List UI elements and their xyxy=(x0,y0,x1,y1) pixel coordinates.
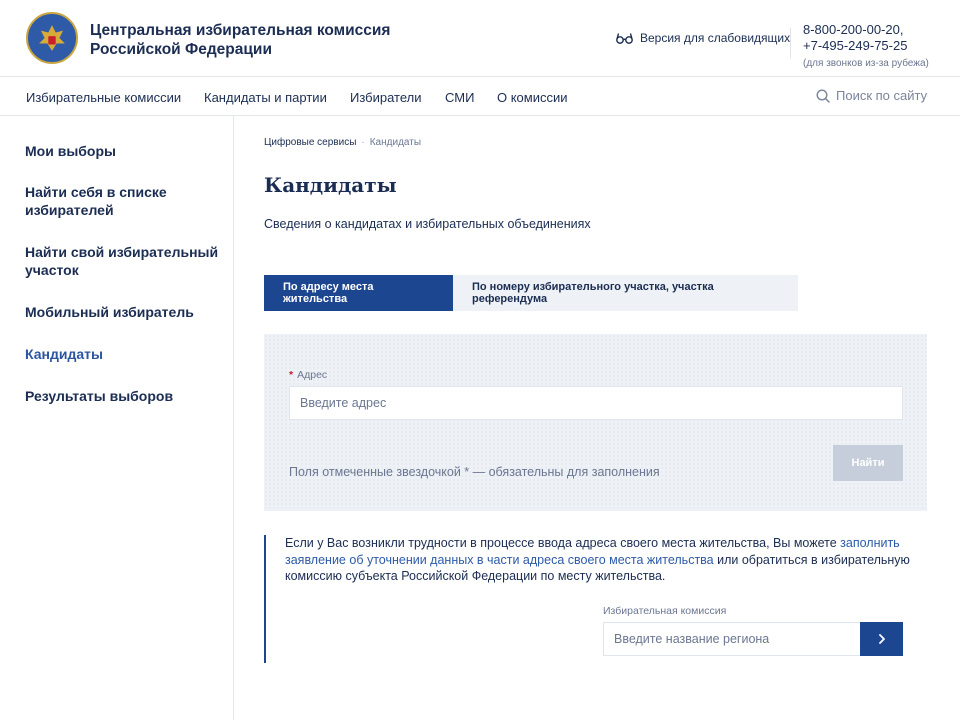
address-field-label xyxy=(289,369,327,381)
sidebar-item-my-elections[interactable]: Мои выборы xyxy=(25,143,116,159)
address-search-form xyxy=(264,334,927,511)
page-subtitle: Сведения о кандидатах и избирательных объединениях xyxy=(264,217,591,231)
region-input[interactable] xyxy=(603,622,861,656)
search-icon xyxy=(816,89,830,103)
nav-item-about[interactable]: О комиссии xyxy=(497,90,568,105)
required-fields-note: Поля отмеченные звездочкой * — обязательны для заполнения xyxy=(289,465,660,479)
sidebar xyxy=(0,116,234,720)
tab-by-address[interactable]: По адресу места жительства xyxy=(264,275,453,311)
tab-by-station-number[interactable]: По номеру избирательного участка, участка референдума xyxy=(453,275,798,311)
nav-item-voters[interactable]: Избиратели xyxy=(350,90,422,105)
clarify-address-application-link[interactable]: заполнить заявление об уточнении данных в части адреса своего места жительства xyxy=(285,536,900,567)
region-go-button[interactable] xyxy=(860,622,903,656)
site-search[interactable] xyxy=(816,88,927,103)
help-text-after: или обратиться в избирательную комиссию субъекта Российской Федерации по месту жительства. xyxy=(285,552,910,583)
sidebar-item-find-polling-station[interactable]: Найти свой избирательный участок xyxy=(25,244,219,278)
site-header xyxy=(0,0,960,77)
phone-note: (для звонков из-за рубежа) xyxy=(803,58,929,69)
phone-international[interactable]: +7-495-249-75-25 xyxy=(803,38,908,53)
org-title[interactable]: Центральная избирательная комиссия Российской Федерации xyxy=(90,22,391,58)
breadcrumb-current: Кандидаты xyxy=(369,137,422,148)
nav-item-commissions[interactable]: Избирательные комиссии xyxy=(26,90,182,105)
address-help-block xyxy=(264,535,927,663)
header-divider xyxy=(790,28,791,58)
search-mode-tabs xyxy=(264,275,798,311)
page-title: Кандидаты xyxy=(264,173,397,197)
breadcrumb-separator: · xyxy=(361,137,365,148)
cik-emblem-logo[interactable] xyxy=(26,12,78,64)
address-input[interactable] xyxy=(289,386,903,420)
breadcrumb xyxy=(264,137,421,148)
breadcrumb-digital-services[interactable]: Цифровые сервисы xyxy=(264,137,357,148)
address-help-text xyxy=(285,535,915,585)
address-label-text: Адрес xyxy=(297,369,328,381)
chevron-right-icon xyxy=(878,634,886,644)
low-vision-label: Версия для слабовидящих xyxy=(640,31,791,45)
search-label: Поиск по сайту xyxy=(836,88,928,103)
glasses-icon xyxy=(616,32,633,44)
nav-item-media[interactable]: СМИ xyxy=(445,90,475,105)
sidebar-item-find-in-voter-list[interactable]: Найти себя в списке избирателей xyxy=(25,184,167,218)
phone-hotline[interactable]: 8-800-200-00-20, xyxy=(803,22,904,37)
help-text-before: Если у Вас возникли трудности в процессе ввода адреса своего места жительства, Вы можете xyxy=(285,536,841,550)
sidebar-item-mobile-voter[interactable]: Мобильный избиратель xyxy=(25,304,194,320)
commission-field-label: Избирательная комиссия xyxy=(603,605,727,617)
contact-phones xyxy=(803,22,929,72)
sidebar-item-candidates[interactable]: Кандидаты xyxy=(25,346,103,362)
required-asterisk: * xyxy=(289,369,294,381)
main-nav xyxy=(0,77,960,116)
nav-item-candidates-parties[interactable]: Кандидаты и партии xyxy=(204,90,327,105)
low-vision-version-link[interactable] xyxy=(616,31,790,45)
find-button[interactable]: Найти xyxy=(833,445,903,481)
sidebar-item-election-results[interactable]: Результаты выборов xyxy=(25,388,174,404)
